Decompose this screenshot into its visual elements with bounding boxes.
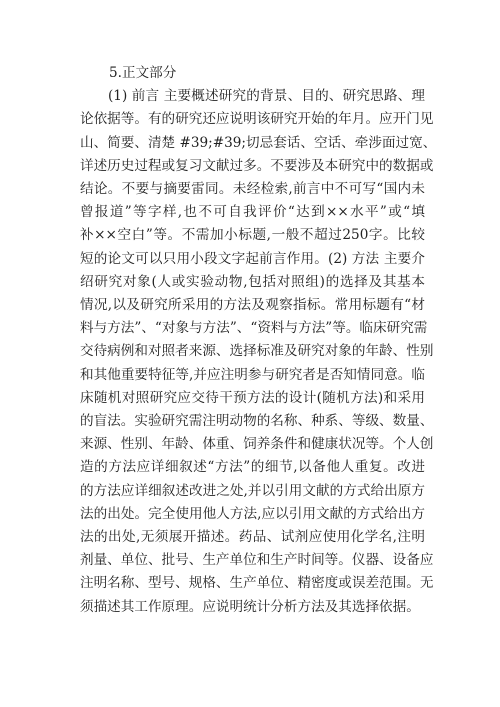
text-line: 注明名称、型号、规格、生产单位、精密度或误差范围。无: [80, 575, 434, 592]
text-line: 短的论文可以只用小段文字起前言作用。(2) 方法 主要介: [80, 250, 425, 267]
text-line: 料与方法”、“对象与方法”、“资料与方法”等。临床研究需: [80, 320, 428, 337]
text-line: 剂量、单位、批号、生产单位和生产时间等。仪器、设备应: [80, 552, 434, 569]
text-line: 绍研究对象(人或实验动物,包括对照组)的选择及其基本: [80, 273, 425, 290]
text-line: 交待病例和对照者来源、选择标准及研究对象的年龄、性别: [80, 343, 434, 360]
text-line: 曾报道”等字样,也不可自我评价“达到××水平”或“填: [80, 204, 425, 221]
text-line: 法的出处。完全使用他人方法,应以引用文献的方式给出方: [80, 505, 425, 522]
section-heading: 5.正文部分: [109, 65, 177, 81]
body-paragraph: [80, 85, 437, 619]
text-line: 论依据等。有的研究还应说明该研究开始的年月。应开门见: [80, 111, 434, 128]
text-line: 情况,以及研究所采用的方法及观察指标。常用标题有“材: [80, 297, 425, 314]
text-line: 须描述其工作原理。应说明统计分析方法及其选择依据。: [80, 598, 420, 615]
text-line: 床随机对照研究应交待干预方法的设计(随机方法)和采用: [80, 389, 425, 406]
text-line: 的方法应详细叙述改进之处,并以引用文献的方式给出原方: [80, 482, 425, 499]
text-line: (1) 前言 主要概述研究的背景、目的、研究思路、理: [108, 88, 425, 105]
text-line: 山、简要、清楚 #39;#39;切忌套话、空话、牵涉面过宽、: [80, 134, 437, 151]
text-line: 法的出处,无须展开描述。药品、试剂应使用化学名,注明: [80, 529, 425, 546]
text-line: 来源、性别、年龄、体重、饲养条件和健康状况等。个人创: [80, 436, 434, 453]
text-line: 的盲法。实验研究需注明动物的名称、种系、等级、数量、: [80, 413, 434, 430]
text-line: 造的方法应详细叙述“方法”的细节,以备他人重复。改进: [80, 459, 425, 476]
text-line: 和其他重要特征等,并应注明参与研究者是否知情同意。临: [80, 366, 425, 383]
text-line: 补××空白”等。不需加小标题,一般不超过250字。比较: [80, 227, 425, 244]
text-line: 结论。不要与摘要雷同。未经检索,前言中不可写“国内未: [80, 181, 425, 198]
text-line: 详述历史过程或复习文献过多。不要涉及本研究中的数据或: [80, 157, 434, 174]
document-body: [80, 62, 437, 619]
